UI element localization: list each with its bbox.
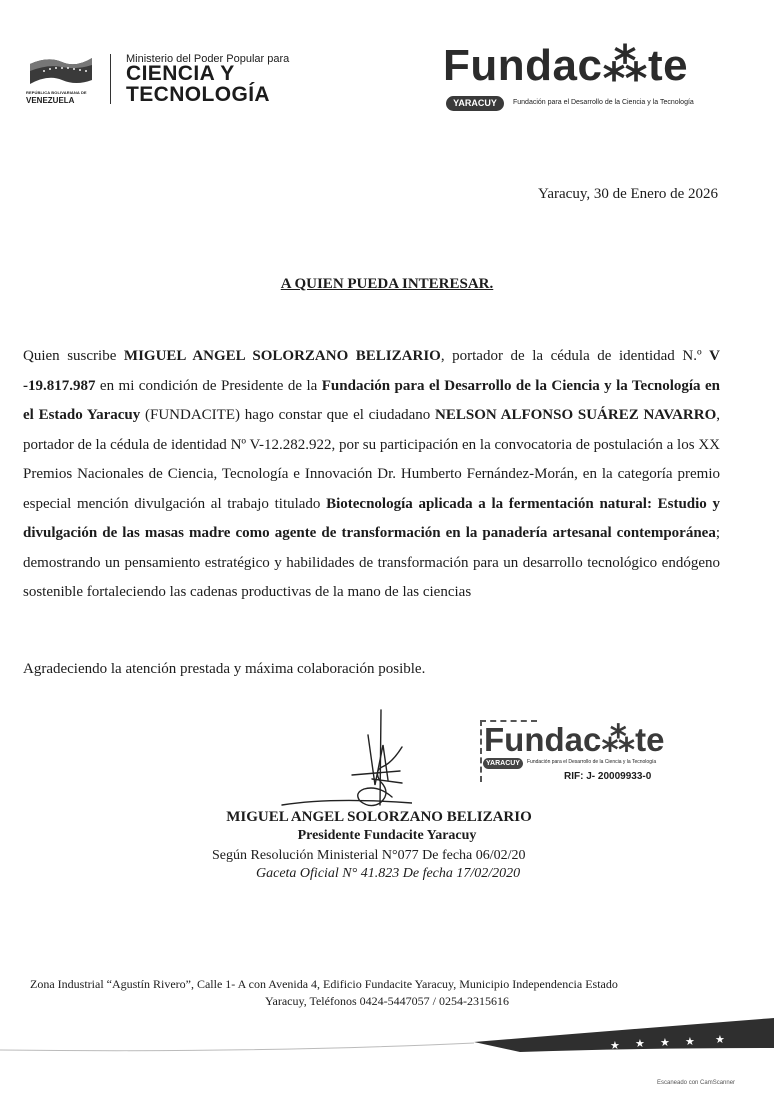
body-segment: Quien suscribe <box>23 348 124 364</box>
header-divider <box>110 54 111 104</box>
body-segment: (FUNDACITE) hago constar que el ciudadano <box>140 407 436 423</box>
letter-closing: Agradeciendo la atención prestada y máxima colaboración posible. <box>23 661 426 677</box>
body-segment-bold: MIGUEL ANGEL SOLORZANO BELIZARIO <box>123 348 441 364</box>
gov-logo-line1: REPÚBLICA BOLIVARIANA DE <box>26 90 87 95</box>
body-segment: ; demostrando un pensamiento estratégico y habilidades de transformación para un desarrollo tecnológico endógeno sostenible fortaleciendo las cadenas productivas de la mano de las ciencias <box>23 525 720 600</box>
svg-text:★: ★ <box>610 1039 620 1052</box>
signatory-gaceta: Gaceta Oficial N° 41.823 De fecha 17/02/2020 <box>256 866 521 881</box>
yaracuy-badge: YARACUY <box>446 96 504 111</box>
stamp-wordmark: Fundac⁂te <box>484 721 665 758</box>
body-segment: , portador de la cédula de identidad N.º <box>440 348 710 364</box>
stamp-tagline: Fundación para el Desarrollo de la Ciencia y la Tecnología <box>527 759 657 765</box>
footer-address-line2: Yaracuy, Teléfonos 0424-5447057 / 0254-2315616 <box>265 994 509 1008</box>
handwritten-signature <box>252 705 412 825</box>
institution-stamp <box>478 718 678 794</box>
signatory-name-text: MIGUEL ANGEL SOLORZANO BELIZARIO <box>226 809 532 825</box>
scanner-watermark: Escaneado con CamScanner <box>657 1080 736 1086</box>
ministry-name-line1: CIENCIA Y <box>126 62 235 85</box>
fundacite-wordmark: Fundac⁂te <box>443 41 689 90</box>
svg-text:★: ★ <box>635 1037 645 1050</box>
body-segment: en mi condición de Presidente de la <box>95 377 322 394</box>
stamp-rif: RIF: J- 20009933-0 <box>564 771 652 782</box>
letter-date: Yaracuy, 30 de Enero de 2026 <box>538 186 718 202</box>
flag-icon <box>28 54 94 88</box>
body-segment-bold: Biotecnología aplicada a la fermentación natural: Estudio y divulgación de las masas madre como agente de transformación en la panadería artesanal contemporánea <box>23 495 720 541</box>
body-segment-bold: V -19.817.987 <box>23 348 720 394</box>
fundacite-tagline: Fundación para el Desarrollo de la Ciencia y la Tecnología <box>513 99 694 106</box>
ministry-prefix: Ministerio del Poder Popular para <box>126 53 290 65</box>
stamp-badge: YARACUY <box>483 758 523 769</box>
government-logo <box>26 52 98 106</box>
signatory-title: Presidente Fundacite Yaracuy <box>297 828 477 843</box>
body-segment-bold: NELSON ALFONSO SUÁREZ NAVARRO <box>435 407 717 423</box>
letter-heading <box>0 276 774 293</box>
body-segment-bold: Fundación para el Desarrollo de la Ciencia y la Tecnología en el Estado Yaracuy <box>23 377 720 423</box>
footer-decorative-band <box>0 1012 774 1062</box>
ministry-name-line2: TECNOLOGÍA <box>126 83 270 106</box>
footer-address-line1: Zona Industrial “Agustín Rivero”, Calle 1- A con Avenida 4, Edificio Fundacite Yaracuy, Municipio Independencia Estado <box>30 977 618 991</box>
signatory-resolution: Según Resolución Ministerial N°077 De fecha 06/02/20 <box>212 848 526 863</box>
heading-text: A QUIEN PUEDA INTERESAR. <box>280 276 494 292</box>
body-segment: , portador de la cédula de identidad Nº V-12.282.922, por su participación en la convocatoria de postulación a los XX Premios Nacionales de Ciencia, Tecnología e Innovación Dr. Humberto Fernández-Morán, en la categoría premio especial mención divulgación al trabajo titulado <box>23 407 721 512</box>
gov-logo-line2: VENEZUELA <box>26 96 75 105</box>
fundacite-logo <box>443 40 713 116</box>
letter-body <box>23 342 720 608</box>
svg-text:★: ★ <box>685 1035 695 1048</box>
svg-text:★: ★ <box>660 1036 670 1049</box>
svg-text:★: ★ <box>715 1033 725 1046</box>
signatory-name <box>0 809 774 826</box>
